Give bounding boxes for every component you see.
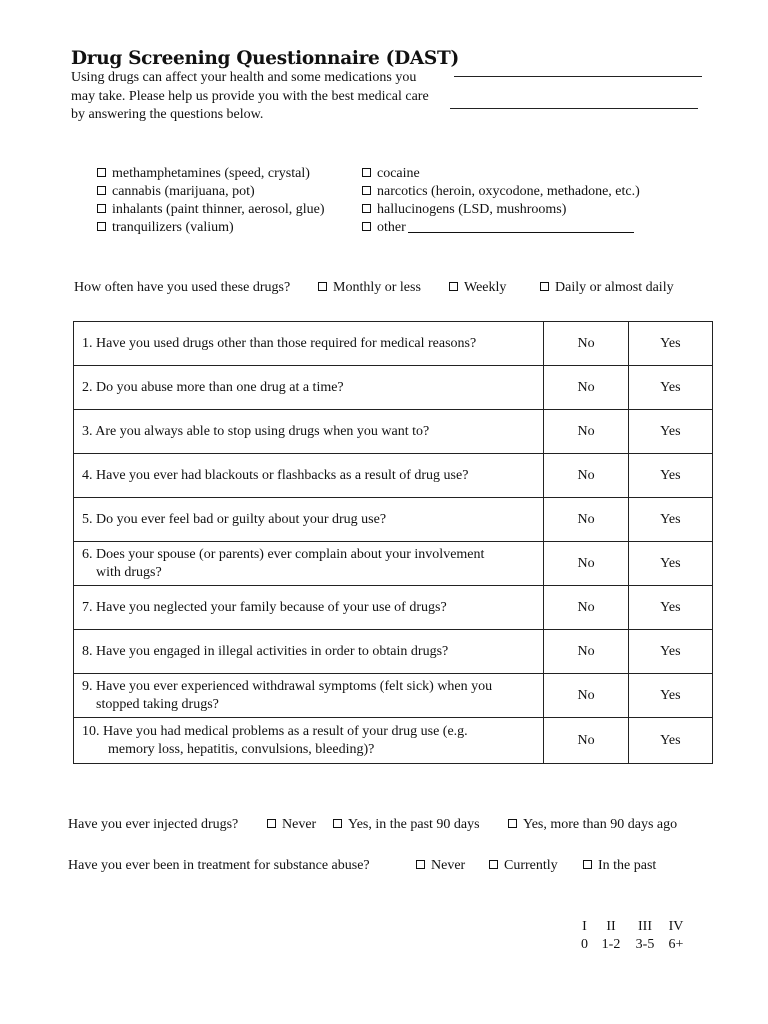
date-line[interactable] — [450, 108, 698, 109]
injected-option[interactable]: Yes, more than 90 days ago — [508, 817, 677, 833]
answer-no[interactable]: No — [544, 630, 628, 674]
checkbox-icon[interactable] — [362, 168, 371, 177]
name-line[interactable] — [454, 76, 702, 77]
checkbox-icon[interactable] — [508, 819, 517, 828]
question-text: 8. Have you engaged in illegal activities in order to obtain drugs? — [74, 630, 544, 674]
question-text: 1. Have you used drugs other than those required for medical reasons? — [74, 322, 544, 366]
drug-option[interactable]: cannabis (marijuana, pot) — [97, 183, 325, 201]
question-text: 7. Have you neglected your family because of your use of drugs? — [74, 586, 544, 630]
question-text: 3. Are you always able to stop using drugs when you want to? — [74, 410, 544, 454]
table-row — [74, 454, 713, 498]
checkbox-icon[interactable] — [97, 168, 106, 177]
answer-yes[interactable]: Yes — [628, 674, 712, 718]
checkbox-icon[interactable] — [449, 282, 458, 291]
answer-no[interactable]: No — [544, 674, 628, 718]
page-title: Drug Screening Questionnaire (DAST) — [71, 48, 459, 69]
drug-list-right — [362, 165, 640, 237]
score-level: I — [582, 919, 587, 934]
answer-no[interactable]: No — [544, 718, 628, 764]
drug-option[interactable]: narcotics (heroin, oxycodone, methadone, etc.) — [362, 183, 640, 201]
score-level: IV — [668, 919, 684, 934]
checkbox-icon[interactable] — [267, 819, 276, 828]
checkbox-icon[interactable] — [97, 222, 106, 231]
checkbox-icon[interactable] — [489, 860, 498, 869]
answer-yes[interactable]: Yes — [628, 454, 712, 498]
score-level: III — [638, 919, 652, 934]
answer-yes[interactable]: Yes — [628, 366, 712, 410]
answer-yes[interactable]: Yes — [628, 586, 712, 630]
question-text: 10. Have you had medical problems as a result of your drug use (e.g. memory loss, hepatitis, convulsions, bleeding)? — [74, 718, 544, 764]
answer-yes[interactable]: Yes — [628, 410, 712, 454]
answer-yes[interactable]: Yes — [628, 718, 712, 764]
answer-yes[interactable]: Yes — [628, 630, 712, 674]
injected-question: Have you ever injected drugs? — [68, 817, 239, 832]
answer-yes[interactable]: Yes — [628, 322, 712, 366]
answer-no[interactable]: No — [544, 542, 628, 586]
frequency-option[interactable]: Daily or almost daily — [540, 280, 674, 296]
scoring-ranges — [574, 937, 689, 953]
checkbox-icon[interactable] — [362, 186, 371, 195]
question-text: 4. Have you ever had blackouts or flashbacks as a result of drug use? — [74, 454, 544, 498]
drug-option[interactable]: cocaine — [362, 165, 640, 183]
table-row — [74, 366, 713, 410]
table-row — [74, 410, 713, 454]
checkbox-icon[interactable] — [416, 860, 425, 869]
question-text: 5. Do you ever feel bad or guilty about your drug use? — [74, 498, 544, 542]
answer-no[interactable]: No — [544, 322, 628, 366]
frequency-option[interactable]: Monthly or less — [318, 280, 421, 296]
checkbox-icon[interactable] — [583, 860, 592, 869]
score-level: II — [606, 919, 616, 934]
score-range: 0 — [581, 937, 588, 952]
question-text: 9. Have you ever experienced withdrawal symptoms (felt sick) when you stopped taking drugs? — [74, 674, 544, 718]
treatment-question: Have you ever been in treatment for substance abuse? — [68, 858, 370, 873]
checkbox-icon[interactable] — [318, 282, 327, 291]
drug-option[interactable]: other — [362, 219, 640, 237]
answer-yes[interactable]: Yes — [628, 498, 712, 542]
injected-option[interactable]: Never — [267, 817, 316, 833]
answer-no[interactable]: No — [544, 498, 628, 542]
table-row — [74, 542, 713, 586]
score-range: 1-2 — [601, 937, 621, 952]
checkbox-icon[interactable] — [540, 282, 549, 291]
score-range: 3-5 — [635, 937, 655, 952]
answer-no[interactable]: No — [544, 586, 628, 630]
drug-option[interactable]: inhalants (paint thinner, aerosol, glue) — [97, 201, 325, 219]
scoring-levels — [574, 919, 689, 935]
table-row — [74, 586, 713, 630]
other-drug-input[interactable] — [408, 220, 634, 233]
table-row — [74, 630, 713, 674]
table-row — [74, 498, 713, 542]
score-range: 6+ — [668, 937, 684, 952]
dast-questions-table — [73, 321, 713, 764]
answer-no[interactable]: No — [544, 410, 628, 454]
drug-option[interactable]: tranquilizers (valium) — [97, 219, 325, 237]
question-text: 6. Does your spouse (or parents) ever complain about your involvement with drugs? — [74, 542, 544, 586]
answer-yes[interactable]: Yes — [628, 542, 712, 586]
checkbox-icon[interactable] — [333, 819, 342, 828]
checkbox-icon[interactable] — [97, 204, 106, 213]
table-row — [74, 718, 713, 764]
frequency-question: How often have you used these drugs? — [74, 280, 291, 295]
treatment-option[interactable]: Currently — [489, 858, 558, 874]
checkbox-icon[interactable] — [97, 186, 106, 195]
checkbox-icon[interactable] — [362, 222, 371, 231]
injected-option[interactable]: Yes, in the past 90 days — [333, 817, 480, 833]
drug-option[interactable]: hallucinogens (LSD, mushrooms) — [362, 201, 640, 219]
answer-no[interactable]: No — [544, 454, 628, 498]
intro-text: Using drugs can affect your health and some medications you may take. Please help us provide you with the best medical care by answering the questions below. — [71, 70, 429, 122]
checkbox-icon[interactable] — [362, 204, 371, 213]
frequency-option[interactable]: Weekly — [449, 280, 506, 296]
drug-option[interactable]: methamphetamines (speed, crystal) — [97, 165, 325, 183]
question-text: 2. Do you abuse more than one drug at a time? — [74, 366, 544, 410]
table-row — [74, 674, 713, 718]
drug-list-left — [97, 165, 325, 237]
table-row — [74, 322, 713, 366]
treatment-option[interactable]: Never — [416, 858, 465, 874]
answer-no[interactable]: No — [544, 366, 628, 410]
treatment-option[interactable]: In the past — [583, 858, 656, 874]
